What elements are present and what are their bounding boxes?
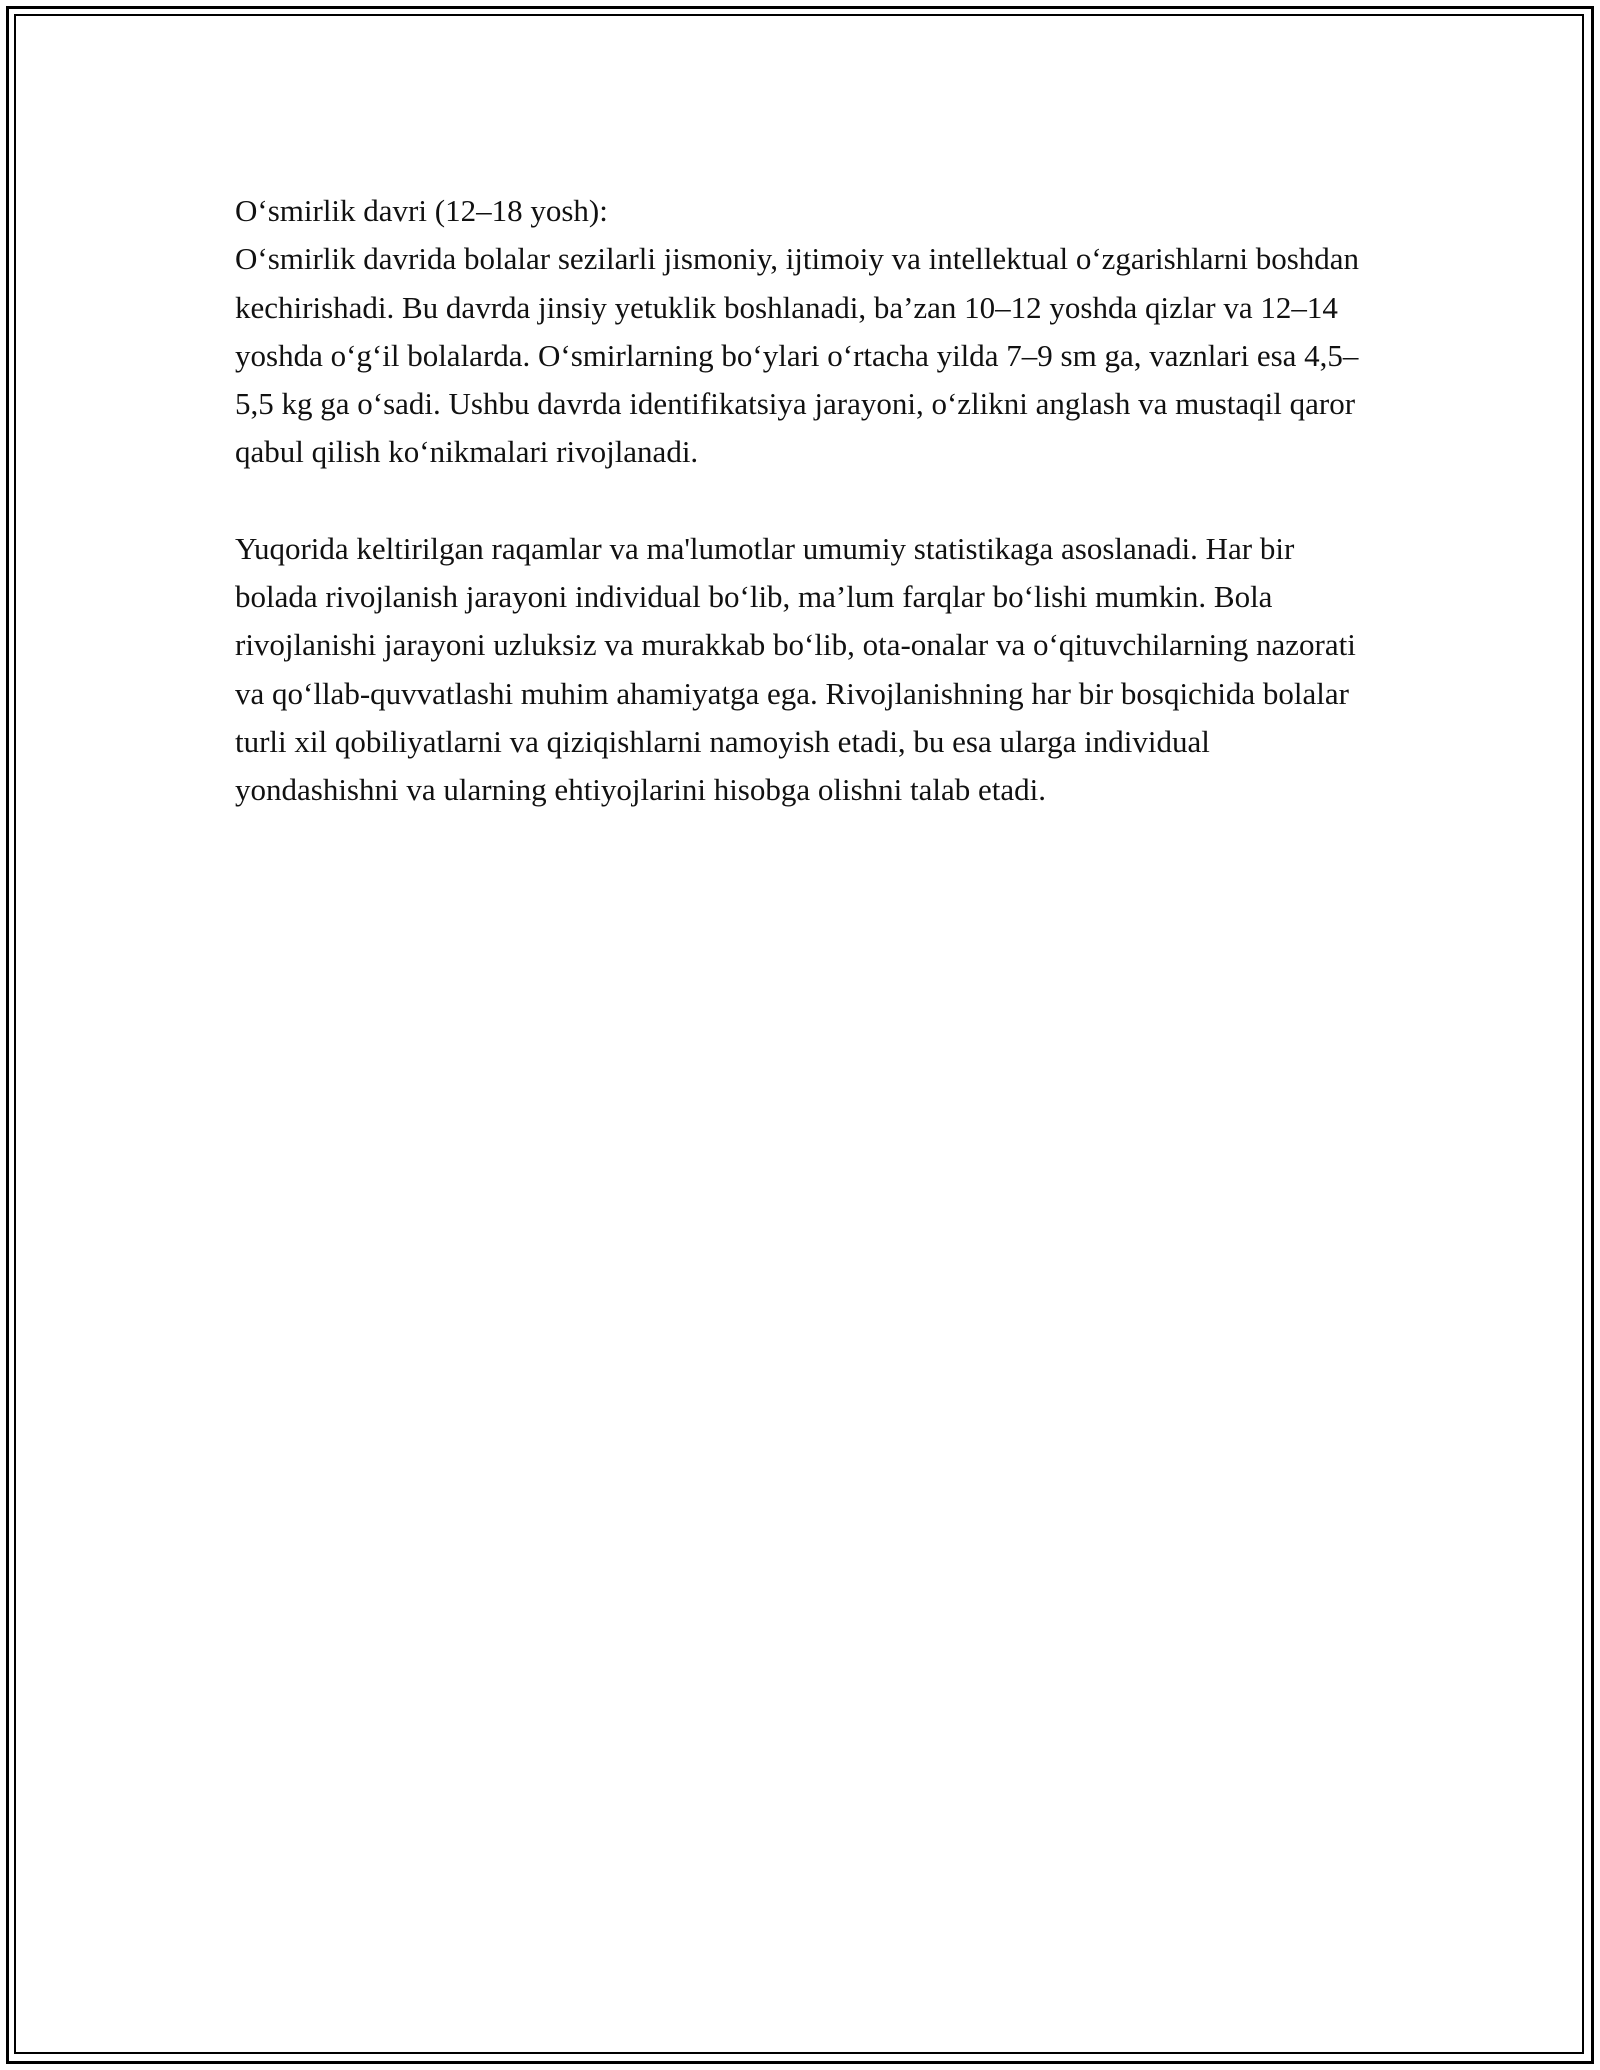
document-body xyxy=(235,187,1375,815)
paragraph-spacer xyxy=(235,477,1375,525)
paragraph-adolescence: O‘smirlik davrida bolalar sezilarli jismoniy, ijtimoiy va intellektual o‘zgarishlarni boshdan kechirishadi. Bu davrda jinsiy yetuklik boshlanadi, ba’zan 10–12 yoshda qizlar va 12–14 yoshda o‘g‘il bolalarda. O‘smirlarning bo‘ylari o‘rtacha yilda 7–9 sm ga, vaznlari esa 4,5–5,5 kg ga o‘sadi. Ushbu davrda identifikatsiya jarayoni, o‘zlikni anglash va mustaqil qaror qabul qilish ko‘nikmalari rivojlanadi. xyxy=(235,241,1360,470)
section-heading: O‘smirlik davri (12–18 yosh): xyxy=(235,193,608,228)
paragraph-summary: Yuqorida keltirilgan raqamlar va ma'lumotlar umumiy statistikaga asoslanadi. Har bir bolada rivojlanish jarayoni individual bo‘lib, ma’lum farqlar bo‘lishi mumkin. Bola rivojlanishi jarayoni uzluksiz va murakkab bo‘lib, ota-onalar va o‘qituvchilarning nazorati va qo‘llab-quvvatlashi muhim ahamiyatga ega. Rivojlanishning har bir bosqichida bolalar turli xil qobiliyatlarni va qiziqishlarni namoyish etadi, bu esa ularga individual yondashishni va ularning ehtiyojlarini hisobga olishni talab etadi. xyxy=(235,530,1356,808)
